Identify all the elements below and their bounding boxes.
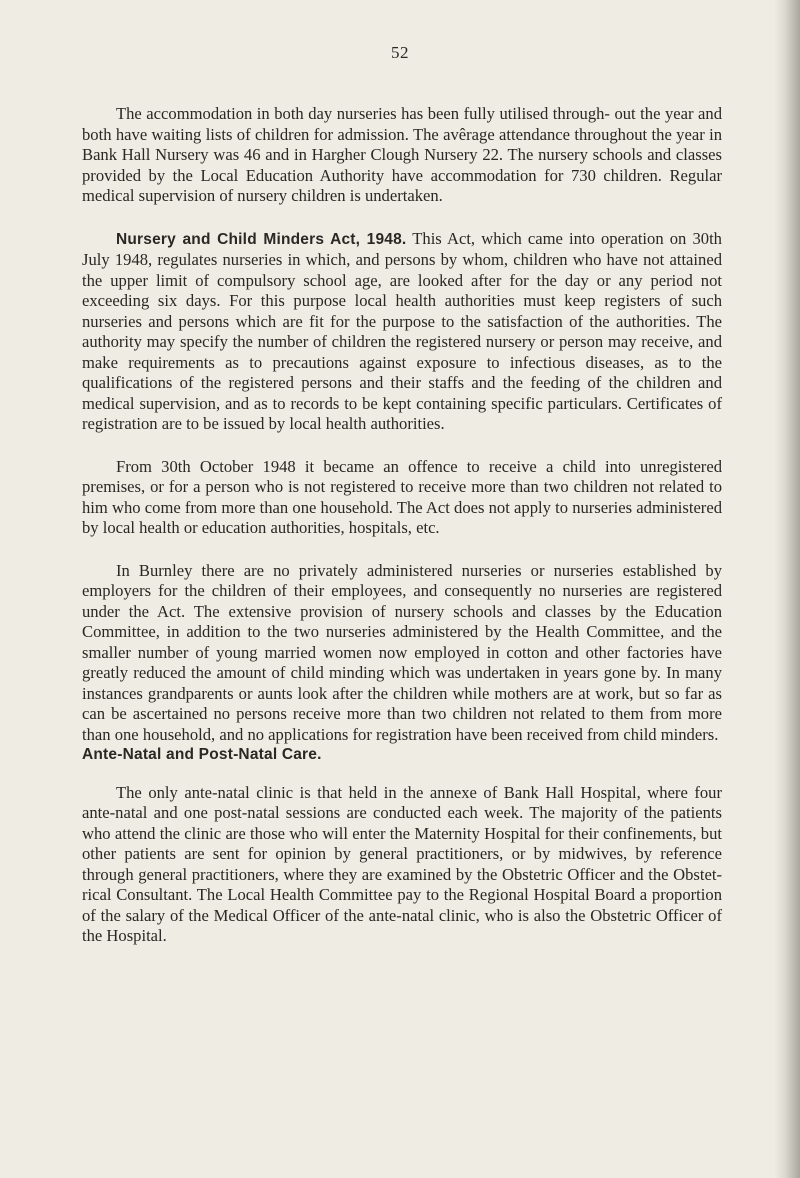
- paragraph-day-nurseries: The accommodation in both day nurseries has been fully utilised through- out the year and both have waiting lists of children for admission. The avêrage attendance throughout the year in Bank Hall Nursery was 46 and in Hargher Clough Nursery 22. The nursery schools and classes provided by the Local Education Authority have accommodation for 730 children. Regular medical supervision of nursery children is undertaken.: [82, 104, 722, 205]
- page-number: 52: [391, 43, 409, 62]
- paragraph-burnley-nurseries: In Burnley there are no privately administered nurseries or nurseries established by employers for the children of their employees, and consequently no nurseries are registered under the Act. The extensive provision of nursery schools and classes by the Education Committee, in addition to the two nurseries administered by the Health Committee, and the smaller number of young married women now employed in cotton and other factories have greatly reduced the amount of child minding which was undertaken in years gone by. In many instances grandparents or aunts look after the children while mothers are at work, but so far as can be ascertained no persons receive more than two children not related to them from more than one household, and no applications for registration have been received from child minders.: [82, 560, 722, 744]
- paragraph-child-minders-act: [82, 229, 722, 435]
- paragraph-offence-unregistered: From 30th October 1948 it became an offence to receive a child into unregistered premises, or for a person who is not registered to receive more than two children not related to him who come from more than one household. The Act does not apply to nurseries administered by local health or education authorities, hospitals, etc.: [82, 456, 722, 537]
- inline-heading-child-minders-act: Nursery and Child Minders Act, 1948.: [116, 230, 407, 248]
- paragraph-ante-natal-clinic: The only ante-natal clinic is that held in the annexe of Bank Hall Hospital, where four ante-natal and one post-natal sessions are conducted each week. The majority of the patients who attend the clinic are those who will enter the Maternity Hospital for their confinements, but other patients are sent for opinion by general practitioners, or by midwives, by reference through general practitioners, where they are examined by the Obstetric Officer and the Obstet- rical Consultant. The Local Health Committee pay to the Regional Hospital Board a proportion of the salary of the Medical Officer of the ante-natal clinic, who is also the Obstetric Officer of the Hospital.: [82, 782, 722, 945]
- page-edge-shadow: [774, 0, 800, 1178]
- document-body: [82, 104, 722, 947]
- paragraph-child-minders-act-body: This Act, which came into operation on 30th July 1948, regulates nurseries in which, and persons by whom, children who have not attained the upper limit of compulsory school age, are looked after for the day or any period not exceeding six days. For this purpose local health authorities must keep registers of such nurseries and persons which are fit for the purpose to the satisfaction of the authorities. The authority may specify the number of children the registered nursery or person may receive, and make requirements as to precautions against exposure to infectious diseases, as to the qualifications of the registered persons and their staffs and the feeding of the children and medical supervision, and as to records to be kept containing specific particulars. Certificates of registration are to be issued by local health authorities.: [82, 228, 722, 433]
- section-heading-ante-natal: Ante-Natal and Post-Natal Care.: [82, 746, 322, 763]
